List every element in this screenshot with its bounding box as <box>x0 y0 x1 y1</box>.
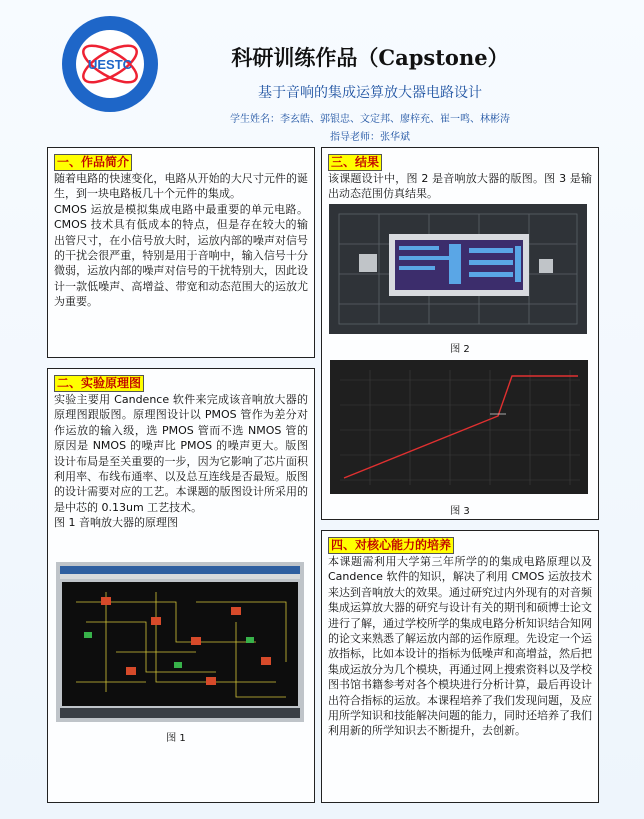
advisor-name: 指导老师：张华斌 <box>330 132 410 143</box>
uestc-logo <box>60 14 160 114</box>
principle-text <box>54 392 308 531</box>
intro-paragraph-2: CMOS 运放是模拟集成电路中最重要的单元电路。CMOS 技术具有低成本的特点，但是存在较大的输出管尺寸，在小信号放大时，运放内部的噪声对信号的干扰会很严重，特别是用于音响中，输入信号十分微弱，运放内部的噪声对信号的干扰特别大，因此设计一款低噪声、高增益、带宽和动态范围大的运放尤为重要。 <box>54 202 308 309</box>
intro-paragraph-1: 随着电路的快速变化，电路从开始的大尺寸元件的诞生，到一块电路板几十个元件的集成。 <box>54 172 308 201</box>
section-heading-intro: 一、作品简介 <box>54 154 132 171</box>
logo-text: UESTC <box>87 57 133 72</box>
author-list: 学生姓名：李玄皓、郭银忠、文定邦、廖梓充、崔一鸣、林彬涛 <box>230 114 510 125</box>
poster-subtitle: 基于音响的集成运算放大器电路设计 <box>258 85 482 101</box>
intro-text <box>54 171 308 310</box>
principle-paragraph: 实验主要用 Candence 软件来完成该音响放大器的原理图跟版图。原理图设计以 PMOS 管作为差分对作运放的输入级，选 PMOS 管而不选 NMOS 管的原因是 NMOS 的噪声比 PMOS 的噪声更大。版图设计布局是至关重要的一步，因为它影响了芯片面积利用率、布线布通率、以及总互连线是否最短。版图的设计需要对应的工艺。本课题的版图设计所采用的是中芯的 0.13um 工艺技术。 <box>54 393 308 514</box>
figure1-title: 图 1 音响放大器的原理图 <box>54 516 178 530</box>
section-intro <box>47 147 315 358</box>
poster-title: 科研训练作品（Capstone） <box>231 45 509 70</box>
figure3-caption: 图 3 <box>450 506 470 517</box>
section-heading-principle: 二、实验原理图 <box>54 375 144 392</box>
section-heading-results: 三、结果 <box>328 154 382 171</box>
simulation-figure <box>330 360 588 494</box>
section-heading-core: 四、对核心能力的培养 <box>328 537 454 554</box>
section-results <box>321 147 599 520</box>
results-text: 该课题设计中，图 2 是音响放大器的版图。图 3 是输出动态范围仿真结果。 <box>328 172 592 201</box>
section-core-abilities <box>321 530 599 803</box>
figure2-caption: 图 2 <box>450 344 470 355</box>
section-principle <box>47 368 315 803</box>
schematic-figure <box>56 562 304 722</box>
layout-figure <box>329 204 587 334</box>
figure1-caption: 图 1 <box>166 733 186 744</box>
core-text: 本课题需利用大学第三年所学的的集成电路原理以及 Candence 软件的知识，解决了利用 CMOS 运放技术来达到音响放大的效果。通过研究过内外现有的对音频集成运算放大器的研究与设计有关的期刊和硕博士论文进行了解，通过学校所学的集成电路分析知识结合知网的论文来熟悉了解运放内部的运作原理。先设定一个运放指标，比如本设计的指标为低噪声和高增益，然后把集成运放分为几个模块，再通过网上搜索资料以及学校图书馆书籍参考对各个模块进行分析计算，最后再设计出符合指标的运放。本课程培养了我们发现问题，及应用所学知识和技能解决问题的能力，同时还培养了我们利用新的所学知识去不断提升，去创新。 <box>328 555 592 738</box>
